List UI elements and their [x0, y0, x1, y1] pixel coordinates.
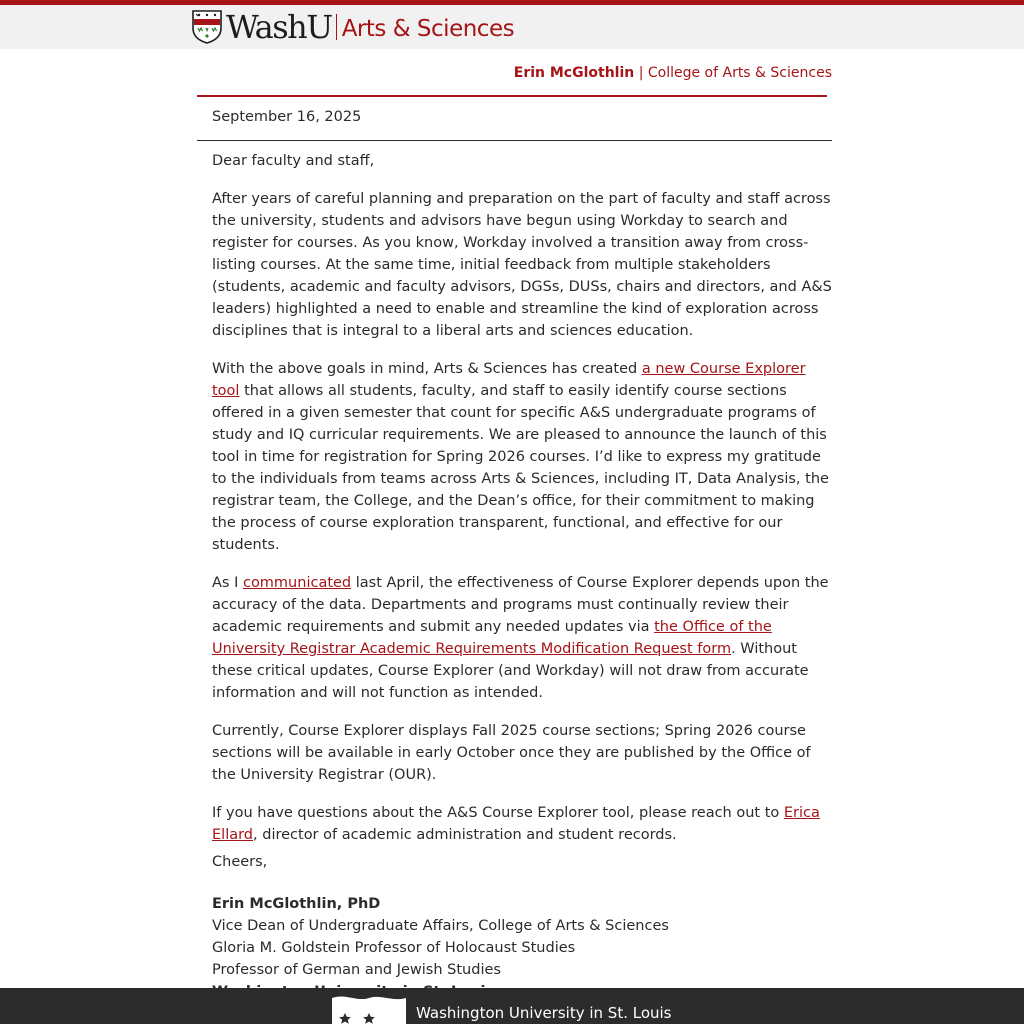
paragraph-3-text-a: As I: [212, 575, 243, 591]
course-explorer-link[interactable]: a new Course Explorer tool: [212, 361, 806, 399]
closing: Cheers,: [212, 854, 268, 870]
header-divider-red: [197, 95, 827, 97]
paragraph-3-text-c: . Without these critical updates, Course Explorer (and Workday) will not draw from accurate information and will not function as intended.: [212, 641, 809, 701]
logo-divider: [336, 14, 337, 40]
signature-title-3: Professor of German and Jewish Studies: [212, 962, 501, 978]
paragraph-5-text-b: , director of academic administration and student records.: [253, 827, 677, 843]
paragraph-2: [212, 358, 834, 556]
paragraph-1: After years of careful planning and preparation on the part of faculty and staff across the university, students and advisors have begun using Workday to search and register for courses. As you know, Workday involved a transition away from cross-listing courses. At the same time, initial feedback from multiple stakeholders (students, academic and faculty advisors, DGSs, DUSs, chairs and directors, and A&S leaders) highlighted a need to enable and streamline the kind of exploration across disciplines that is integral to a liberal arts and sciences education.: [212, 191, 832, 339]
washu-footer-shield-icon: [331, 993, 407, 1024]
signature-title-2: Gloria M. Goldstein Professor of Holocaust Studies: [212, 940, 576, 956]
communicated-link[interactable]: communicated: [242, 575, 352, 591]
letter-body: [212, 150, 834, 1003]
signature-name: Erin McGlothlin, PhD: [212, 896, 381, 912]
footer-institution-name[interactable]: Washington University in St. Louis: [416, 1004, 672, 1022]
washu-shield-icon: [192, 10, 222, 44]
paragraph-2-text-b: that allows all students, faculty, and staff to easily identify course sections offered in a given semester that count for specific A&S undergraduate programs of study and IQ curricular requirements. We are pleased to announce the launch of this tool in time for registration for Spring 2026 courses. I’d like to express my gratitude to the individuals from teams across Arts & Sciences, including IT, Data Analysis, the registrar team, the College, and the Dean’s office, for their commitment to making the process of course exploration transparent, functional, and effective for our students.: [212, 383, 829, 553]
signature-title-1: Vice Dean of Undergraduate Affairs, College of Arts & Sciences: [212, 918, 669, 934]
byline-separator: |: [638, 65, 644, 81]
washu-arts-sciences-logo[interactable]: [192, 10, 514, 44]
paragraph-4: Currently, Course Explorer displays Fall 2025 course sections; Spring 2026 course sections will be available in early October once they are published by the Office of the University Registrar (OUR).: [212, 723, 811, 783]
byline-unit: College of Arts & Sciences: [647, 65, 832, 81]
salutation: Dear faculty and staff,: [212, 153, 375, 169]
paragraph-3-text-b: last April, the effectiveness of Course Explorer depends upon the accuracy of the data. Departments and programs must continually review their academic requirements and submit any needed updates via: [212, 575, 829, 635]
letter-date: September 16, 2025: [212, 109, 362, 125]
byline: [514, 64, 832, 82]
erica-ellard-link[interactable]: Erica Ellard: [212, 805, 820, 843]
registrar-request-form-link[interactable]: the Office of the University Registrar Academic Requirements Modification Request form: [212, 619, 772, 657]
signature-block: [212, 893, 834, 1003]
byline-author: Erin McGlothlin: [513, 65, 635, 81]
paragraph-5-text-a: If you have questions about the A&S Course Explorer tool, please reach out to: [212, 805, 784, 821]
logo-unit-name: Arts & Sciences: [341, 16, 515, 42]
paragraph-2-text-a: With the above goals in mind, Arts & Sciences has created: [212, 361, 642, 377]
paragraph-5: [212, 802, 834, 846]
email-footer: [0, 988, 1024, 1024]
date-divider: [197, 140, 832, 141]
paragraph-3: [212, 572, 834, 704]
logo-wordmark: WashU: [226, 8, 332, 46]
